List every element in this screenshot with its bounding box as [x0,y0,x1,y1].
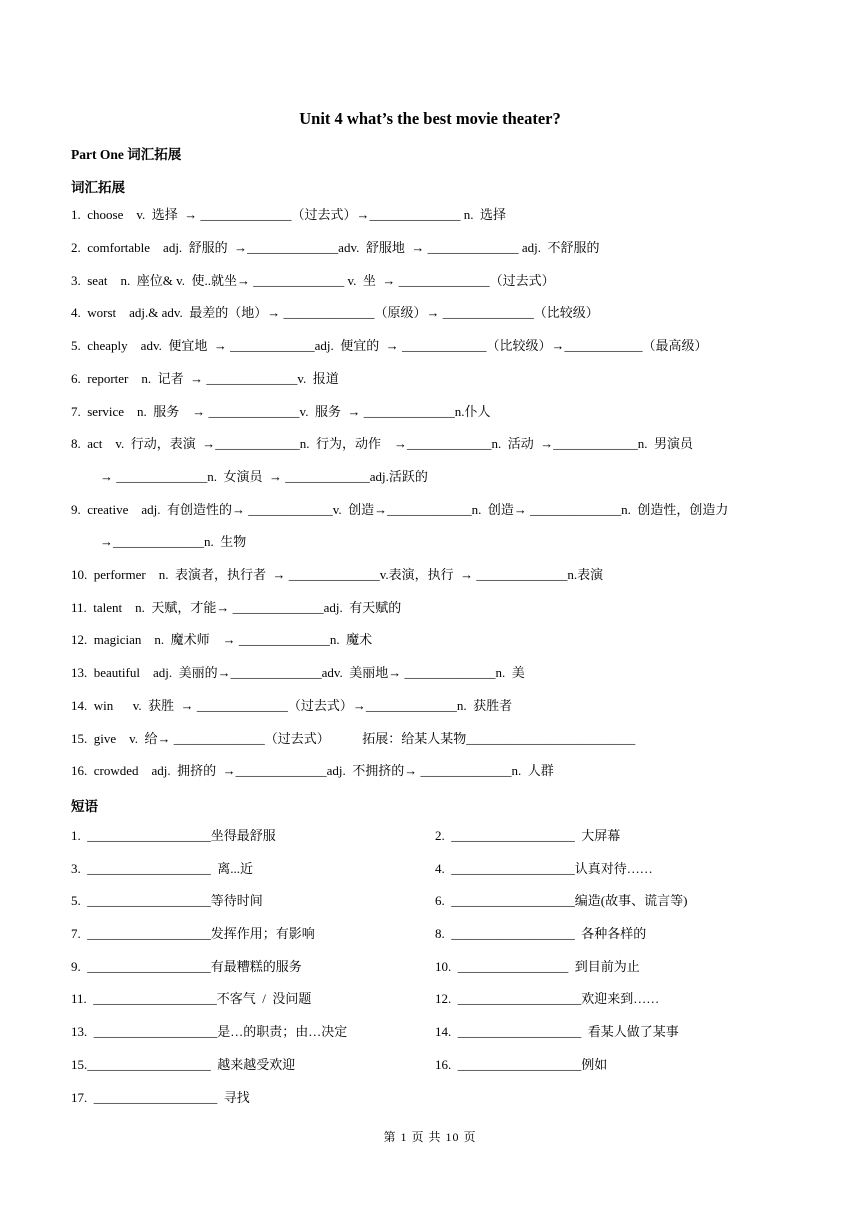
phrase-item: 5. ___________________等待时间 [71,893,263,908]
phrase-item: 9. ___________________有最糟糕的服务 [71,959,302,974]
phrase-item: 2. ___________________ 大屏幕 [435,828,621,843]
vocab-line-9-continued: →______________n. 生物 [100,534,247,549]
phrase-heading: 短语 [71,799,98,814]
phrase-item: 4. ___________________认真对待…… [435,861,653,876]
phrase-item: 1. ___________________坐得最舒服 [71,828,276,843]
vocab-line-2: 2. comfortable adj. 舒服的 →______________adv. 舒服地 → ______________ adj. 不舒服的 [71,240,600,255]
part-one-heading: Part One 词汇拓展 [71,147,182,162]
vocab-line-16: 16. crowded adj. 拥挤的 →______________adj. 不拥挤的→ ______________n. 人群 [71,763,554,778]
phrase-item: 12. ___________________欢迎来到…… [435,991,660,1006]
vocab-line-8: 8. act v. 行动，表演 →_____________n. 行为，动作 →_____________n. 活动 →_____________n. 男演员 [71,436,694,451]
page-footer: 第 1 页 共 10 页 [383,1130,477,1144]
phrase-item: 14. ___________________ 看某人做了某事 [435,1024,679,1039]
phrase-item: 15.___________________ 越来越受欢迎 [71,1057,296,1072]
vocab-line-6: 6. reporter n. 记者 → ______________v. 报道 [71,371,339,386]
vocab-line-13: 13. beautiful adj. 美丽的→______________adv. 美丽地→ ______________n. 美 [71,665,525,680]
unit-title: Unit 4 what’s the best movie theater? [299,109,561,128]
phrase-item: 17. ___________________ 寻找 [71,1090,250,1105]
vocab-line-14: 14. win v. 获胜 → ______________（过去式）→______________n. 获胜者 [71,698,513,713]
phrase-item: 16. ___________________例如 [435,1057,608,1072]
vocab-line-5: 5. cheaply adv. 便宜地 → _____________adj. 便宜的 → _____________（比较级）→____________（最高级） [71,338,708,353]
vocab-line-12: 12. magician n. 魔术师 → ______________n. 魔术 [71,632,373,647]
phrase-item: 10. _________________ 到目前为止 [435,959,640,974]
vocab-line-9: 9. creative adj. 有创造性的→ _____________v. 创造→_____________n. 创造→ ______________n. 创造性，创造力 [71,502,729,517]
vocab-line-4: 4. worst adj.& adv. 最差的（地）→ ______________（原级）→ ______________（比较级） [71,305,599,320]
vocab-line-7: 7. service n. 服务 → ______________v. 服务 → ______________n.仆人 [71,404,491,419]
phrase-item: 6. ___________________编造(故事、谎言等) [435,893,688,908]
phrase-item: 3. ___________________ 离...近 [71,861,254,876]
phrase-item: 13. ___________________是…的职责；由…决定 [71,1024,348,1039]
vocab-line-1: 1. choose v. 选择 → ______________（过去式）→______________ n. 选择 [71,207,507,222]
vocab-line-15: 15. give v. 给→ ______________（过去式） 拓展：给某人某物__________________________ [71,731,636,746]
phrase-item: 11. ___________________不客气 / 没问题 [71,991,312,1006]
vocab-line-10: 10. performer n. 表演者，执行者 → ______________v.表演，执行 → ______________n.表演 [71,567,604,582]
vocab-line-3: 3. seat n. 座位& v. 使..就坐→ ______________ v. 坐 → ______________（过去式） [71,273,555,288]
vocab-line-8-continued: → ______________n. 女演员 → _____________adj.活跃的 [100,469,428,484]
vocab-heading: 词汇拓展 [71,180,125,195]
vocab-line-11: 11. talent n. 天赋，才能→ ______________adj. 有天赋的 [71,600,402,615]
phrase-item: 8. ___________________ 各种各样的 [435,926,647,941]
phrase-item: 7. ___________________发挥作用；有影响 [71,926,315,941]
